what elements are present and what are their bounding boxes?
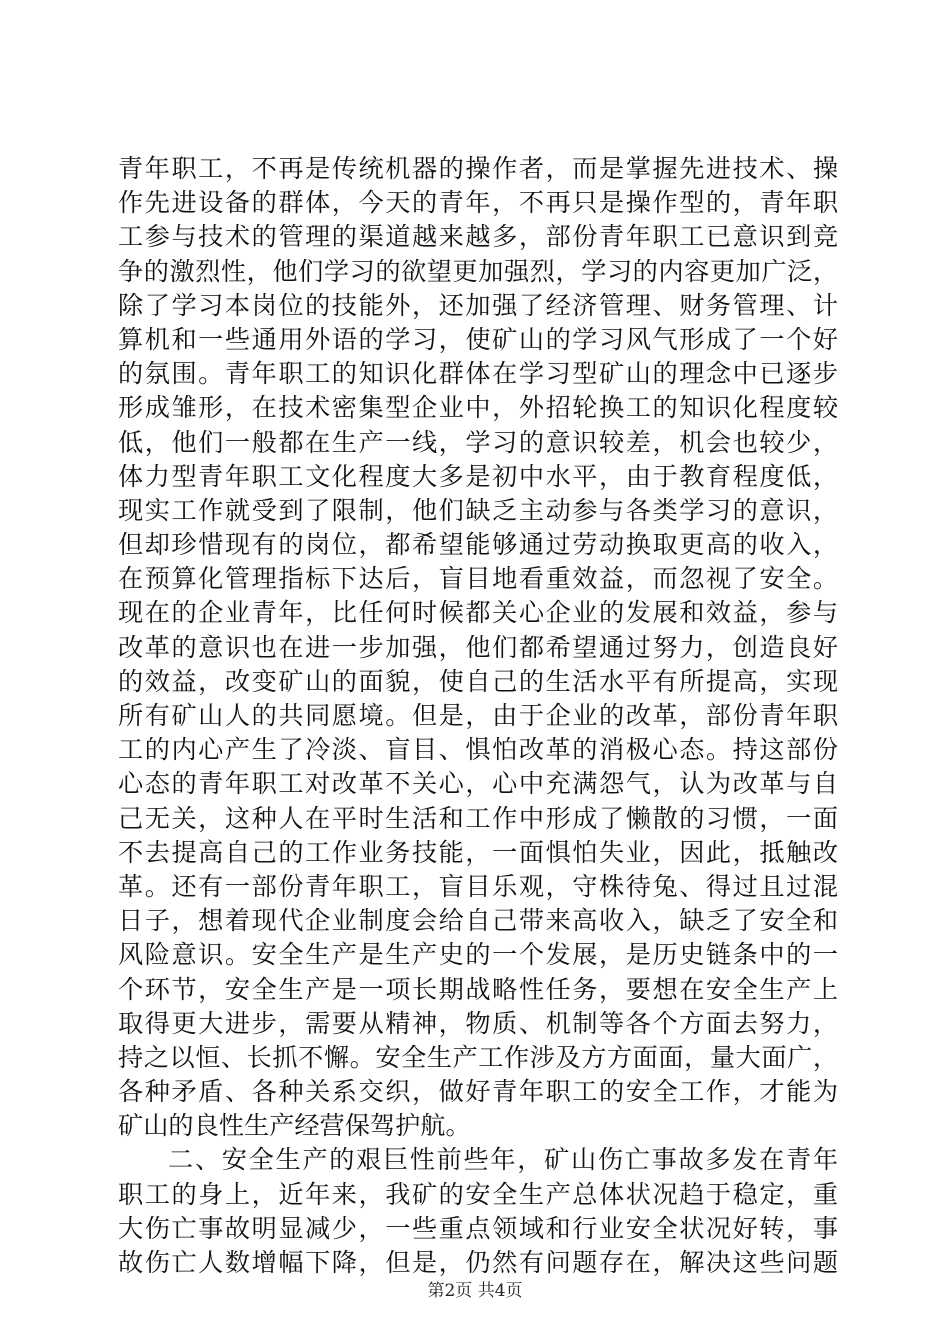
text-line: 持之以恒、长抓不懈。安全生产工作涉及方方面面，量大面广， (118, 1042, 838, 1072)
text-line: 取得更大进步，需要从精神，物质、机制等各个方面去努力， (118, 1008, 838, 1038)
text-line: 心态的青年职工对改革不关心，心中充满怨气，认为改革与自 (118, 769, 838, 799)
text-line: 改革的意识也在进一步加强，他们都希望通过努力，创造良好 (118, 632, 838, 662)
paragraph-end-line: 矿山的良性生产经营保驾护航。 (118, 1111, 471, 1141)
text-line: 己无关，这种人在平时生活和工作中形成了懒散的习惯，一面 (118, 803, 838, 833)
section-heading-line: 二、安全生产的艰巨性前些年，矿山伤亡事故多发在青年 (168, 1145, 838, 1175)
text-line: 现实工作就受到了限制，他们缺乏主动参与各类学习的意识， (118, 495, 838, 525)
text-line: 各种矛盾、各种关系交织，做好青年职工的安全工作，才能为 (118, 1077, 838, 1107)
page-number-footer: 第2页 共4页 (427, 1281, 523, 1301)
text-line: 除了学习本岗位的技能外，还加强了经济管理、财务管理、计 (118, 290, 838, 320)
text-line: 形成雏形，在技术密集型企业中，外招轮换工的知识化程度较 (118, 393, 838, 423)
text-line: 故伤亡人数增幅下降，但是，仍然有问题存在，解决这些问题 (118, 1248, 838, 1277)
text-line: 体力型青年职工文化程度大多是初中水平，由于教育程度低， (118, 461, 838, 491)
text-line: 不去提高自己的工作业务技能，一面惧怕失业，因此，抵触改 (118, 837, 838, 867)
text-line: 日子，想着现代企业制度会给自己带来高收入，缺乏了安全和 (118, 906, 838, 936)
text-line: 但却珍惜现有的岗位，都希望能够通过劳动换取更高的收入， (118, 530, 838, 560)
text-line: 的效益，改变矿山的面貌，使自己的生活水平有所提高，实现 (118, 666, 838, 696)
text-line: 职工的身上，近年来，我矿的安全生产总体状况趋于稳定，重 (118, 1179, 838, 1209)
text-line: 低，他们一般都在生产一线，学习的意识较差，机会也较少， (118, 427, 838, 457)
text-line: 的氛围。青年职工的知识化群体在学习型矿山的理念中已逐步 (118, 359, 838, 389)
text-line: 青年职工，不再是传统机器的操作者，而是掌握先进技术、操 (118, 154, 838, 183)
text-line: 现在的企业青年，比任何时候都关心企业的发展和效益，参与 (118, 598, 838, 628)
text-line: 作先进设备的群体，今天的青年，不再只是操作型的，青年职 (118, 188, 838, 218)
text-line: 所有矿山人的共同愿境。但是，由于企业的改革，部份青年职 (118, 701, 838, 730)
text-line: 工参与技术的管理的渠道越来越多，部份青年职工已意识到竞 (118, 222, 838, 252)
text-line: 算机和一些通用外语的学习，使矿山的学习风气形成了一个好 (118, 324, 838, 354)
text-line: 在预算化管理指标下达后，盲目地看重效益，而忽视了安全。 (118, 564, 838, 594)
text-line: 工的内心产生了冷淡、盲目、惧怕改革的消极心态。持这部份 (118, 735, 838, 765)
text-line: 风险意识。安全生产是生产史的一个发展，是历史链条中的一 (118, 940, 838, 970)
text-line: 大伤亡事故明显减少，一些重点领域和行业安全状况好转，事 (118, 1213, 838, 1243)
body-text (118, 152, 838, 1280)
text-line: 革。还有一部份青年职工，盲目乐观，守株待兔、得过且过混 (118, 871, 838, 901)
text-line: 个环节，安全生产是一项长期战略性任务，要想在安全生产上 (118, 974, 838, 1004)
text-line: 争的激烈性，他们学习的欲望更加强烈，学习的内容更加广泛， (118, 256, 838, 286)
